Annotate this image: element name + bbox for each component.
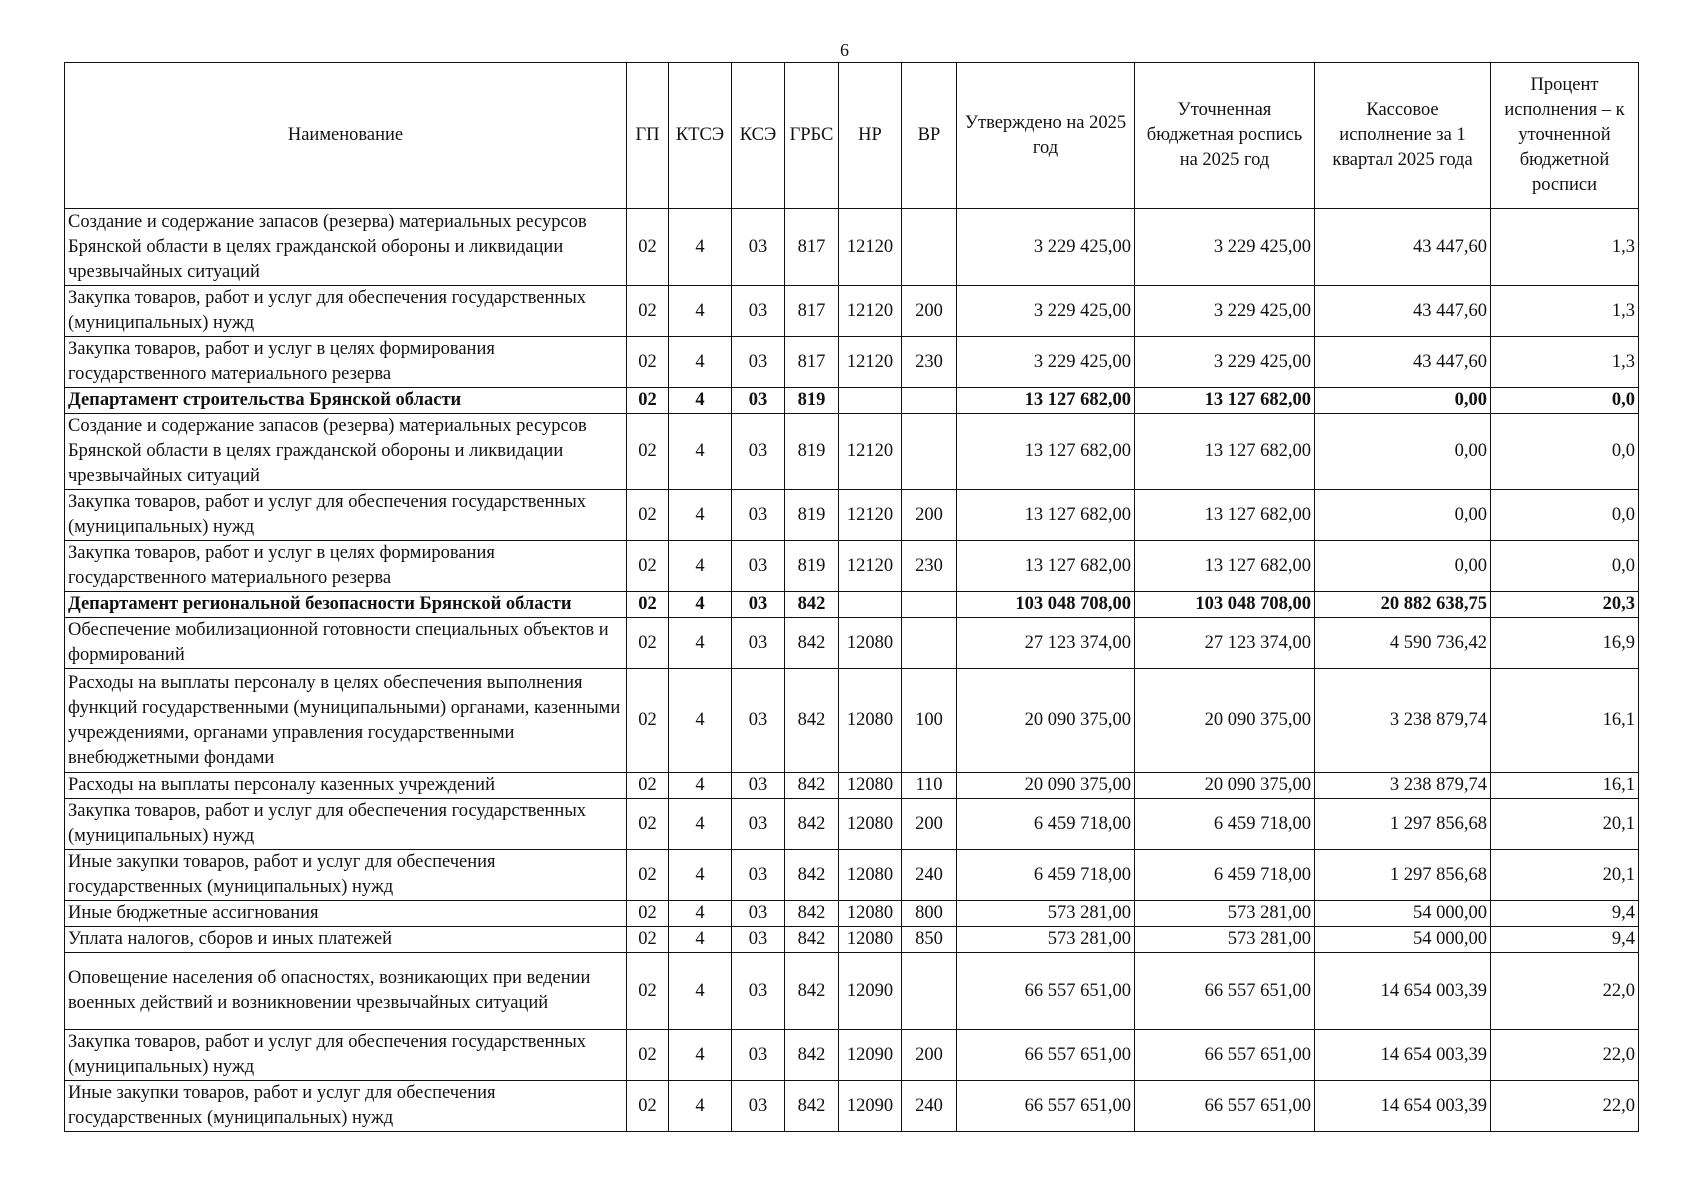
cell-name: Оповещение населения об опасностях, возникающих при ведении военных действий и возникновении чрезвычайных ситуаций [65,953,627,1030]
cell-approved: 6 459 718,00 [957,799,1135,850]
cell-grbs: 817 [785,209,839,286]
cell-ktse: 4 [669,618,732,669]
cell-nr: 12090 [839,1081,902,1132]
cell-name: Уплата налогов, сборов и иных платежей [65,927,627,953]
table-row [65,953,1639,1030]
cell-grbs: 842 [785,953,839,1030]
cell-gp: 02 [627,541,669,592]
cell-kse: 03 [732,541,785,592]
cell-nr: 12120 [839,209,902,286]
header-name: Наименование [65,63,627,209]
cell-name: Расходы на выплаты персоналу в целях обеспечения выполнения функций государственными (муниципальными) органами, казенными учреждениями, органами управления государственными внебюджетными фондами [65,669,627,773]
cell-gp: 02 [627,592,669,618]
cell-vr: 240 [902,1081,957,1132]
cell-cash: 14 654 003,39 [1315,953,1491,1030]
cell-name: Департамент региональной безопасности Брянской области [65,592,627,618]
cell-kse: 03 [732,618,785,669]
table-row [65,541,1639,592]
cell-name: Закупка товаров, работ и услуг для обеспечения государственных (муниципальных) нужд [65,1030,627,1081]
cell-approved: 66 557 651,00 [957,1030,1135,1081]
cell-grbs: 842 [785,799,839,850]
cell-gp: 02 [627,773,669,799]
cell-kse: 03 [732,337,785,388]
cell-vr [902,592,957,618]
cell-ktse: 4 [669,1030,732,1081]
cell-gp: 02 [627,618,669,669]
cell-ktse: 4 [669,927,732,953]
cell-gp: 02 [627,286,669,337]
cell-grbs: 819 [785,541,839,592]
cell-cash: 14 654 003,39 [1315,1081,1491,1132]
table-body [65,209,1639,1132]
cell-refined: 573 281,00 [1135,901,1315,927]
cell-refined: 6 459 718,00 [1135,850,1315,901]
cell-refined: 20 090 375,00 [1135,669,1315,773]
cell-approved: 66 557 651,00 [957,953,1135,1030]
cell-kse: 03 [732,592,785,618]
cell-name: Иные закупки товаров, работ и услуг для обеспечения государственных (муниципальных) нужд [65,850,627,901]
cell-percent: 16,1 [1491,669,1639,773]
header-vr: ВР [902,63,957,209]
table-row [65,927,1639,953]
cell-nr: 12080 [839,901,902,927]
table-row [65,337,1639,388]
cell-refined: 6 459 718,00 [1135,799,1315,850]
cell-kse: 03 [732,388,785,414]
cell-approved: 20 090 375,00 [957,773,1135,799]
cell-kse: 03 [732,209,785,286]
cell-grbs: 842 [785,773,839,799]
cell-ktse: 4 [669,209,732,286]
cell-ktse: 4 [669,953,732,1030]
cell-refined: 103 048 708,00 [1135,592,1315,618]
cell-kse: 03 [732,799,785,850]
cell-approved: 6 459 718,00 [957,850,1135,901]
cell-refined: 13 127 682,00 [1135,414,1315,490]
cell-percent: 9,4 [1491,927,1639,953]
cell-grbs: 842 [785,901,839,927]
cell-name: Расходы на выплаты персоналу казенных учреждений [65,773,627,799]
cell-refined: 66 557 651,00 [1135,953,1315,1030]
cell-gp: 02 [627,337,669,388]
cell-nr: 12080 [839,669,902,773]
cell-vr: 100 [902,669,957,773]
cell-gp: 02 [627,1081,669,1132]
cell-gp: 02 [627,799,669,850]
cell-vr [902,618,957,669]
budget-table [64,62,1639,1132]
cell-cash: 3 238 879,74 [1315,669,1491,773]
cell-grbs: 842 [785,1081,839,1132]
cell-vr [902,953,957,1030]
cell-grbs: 819 [785,490,839,541]
cell-cash: 20 882 638,75 [1315,592,1491,618]
cell-grbs: 842 [785,669,839,773]
cell-cash: 43 447,60 [1315,286,1491,337]
table-row [65,850,1639,901]
header-ktse: КТСЭ [669,63,732,209]
cell-gp: 02 [627,414,669,490]
cell-refined: 66 557 651,00 [1135,1081,1315,1132]
cell-nr: 12120 [839,414,902,490]
cell-name: Иные бюджетные ассигнования [65,901,627,927]
cell-cash: 0,00 [1315,541,1491,592]
cell-cash: 3 238 879,74 [1315,773,1491,799]
cell-grbs: 817 [785,337,839,388]
cell-gp: 02 [627,388,669,414]
cell-kse: 03 [732,1030,785,1081]
cell-percent: 20,1 [1491,850,1639,901]
cell-vr: 110 [902,773,957,799]
cell-approved: 103 048 708,00 [957,592,1135,618]
cell-cash: 54 000,00 [1315,901,1491,927]
cell-percent: 22,0 [1491,1030,1639,1081]
header-percent: Процент исполнения – к уточненной бюджетной росписи [1491,63,1639,209]
table-row [65,1030,1639,1081]
cell-kse: 03 [732,286,785,337]
cell-refined: 3 229 425,00 [1135,209,1315,286]
cell-ktse: 4 [669,901,732,927]
cell-cash: 43 447,60 [1315,209,1491,286]
cell-vr: 240 [902,850,957,901]
cell-gp: 02 [627,490,669,541]
cell-nr: 12090 [839,1030,902,1081]
cell-kse: 03 [732,1081,785,1132]
cell-nr: 12080 [839,850,902,901]
header-kse: КСЭ [732,63,785,209]
header-gp: ГП [627,63,669,209]
cell-percent: 0,0 [1491,541,1639,592]
cell-gp: 02 [627,850,669,901]
cell-percent: 16,1 [1491,773,1639,799]
cell-kse: 03 [732,901,785,927]
cell-name: Иные закупки товаров, работ и услуг для обеспечения государственных (муниципальных) нужд [65,1081,627,1132]
table-row [65,773,1639,799]
cell-gp: 02 [627,1030,669,1081]
cell-name: Закупка товаров, работ и услуг для обеспечения государственных (муниципальных) нужд [65,490,627,541]
cell-ktse: 4 [669,388,732,414]
cell-grbs: 842 [785,927,839,953]
cell-nr: 12080 [839,927,902,953]
cell-approved: 27 123 374,00 [957,618,1135,669]
cell-nr: 12080 [839,773,902,799]
cell-ktse: 4 [669,414,732,490]
table-row [65,388,1639,414]
cell-refined: 27 123 374,00 [1135,618,1315,669]
table-row [65,669,1639,773]
page-number: 6 [840,40,849,60]
cell-gp: 02 [627,901,669,927]
cell-percent: 22,0 [1491,1081,1639,1132]
cell-refined: 66 557 651,00 [1135,1030,1315,1081]
cell-kse: 03 [732,773,785,799]
cell-approved: 13 127 682,00 [957,388,1135,414]
cell-refined: 13 127 682,00 [1135,541,1315,592]
cell-approved: 20 090 375,00 [957,669,1135,773]
cell-grbs: 842 [785,1030,839,1081]
cell-approved: 13 127 682,00 [957,490,1135,541]
header-cash: Кассовое исполнение за 1 квартал 2025 года [1315,63,1491,209]
table-row [65,592,1639,618]
cell-ktse: 4 [669,541,732,592]
cell-ktse: 4 [669,1081,732,1132]
table-row [65,618,1639,669]
cell-vr: 200 [902,799,957,850]
cell-cash: 0,00 [1315,388,1491,414]
cell-cash: 0,00 [1315,490,1491,541]
cell-kse: 03 [732,414,785,490]
cell-ktse: 4 [669,799,732,850]
cell-vr: 230 [902,337,957,388]
cell-gp: 02 [627,669,669,773]
cell-nr: 12080 [839,618,902,669]
cell-ktse: 4 [669,286,732,337]
cell-percent: 22,0 [1491,953,1639,1030]
cell-name: Закупка товаров, работ и услуг для обеспечения государственных (муниципальных) нужд [65,286,627,337]
cell-vr: 850 [902,927,957,953]
cell-grbs: 842 [785,850,839,901]
cell-percent: 1,3 [1491,286,1639,337]
header-nr: НР [839,63,902,209]
cell-kse: 03 [732,850,785,901]
table-row [65,901,1639,927]
cell-kse: 03 [732,669,785,773]
cell-kse: 03 [732,927,785,953]
cell-cash: 4 590 736,42 [1315,618,1491,669]
table-row [65,1081,1639,1132]
cell-ktse: 4 [669,773,732,799]
cell-cash: 1 297 856,68 [1315,799,1491,850]
cell-vr: 200 [902,490,957,541]
cell-grbs: 819 [785,388,839,414]
cell-cash: 0,00 [1315,414,1491,490]
cell-vr [902,414,957,490]
cell-refined: 3 229 425,00 [1135,286,1315,337]
cell-nr [839,388,902,414]
cell-name: Закупка товаров, работ и услуг в целях формирования государственного материального резерва [65,337,627,388]
cell-grbs: 817 [785,286,839,337]
cell-grbs: 842 [785,592,839,618]
cell-percent: 16,9 [1491,618,1639,669]
cell-nr: 12120 [839,490,902,541]
cell-ktse: 4 [669,337,732,388]
header-grbs: ГРБС [785,63,839,209]
cell-vr: 200 [902,1030,957,1081]
cell-vr: 200 [902,286,957,337]
cell-percent: 0,0 [1491,414,1639,490]
cell-vr [902,388,957,414]
cell-approved: 13 127 682,00 [957,541,1135,592]
header-refined: Уточненная бюджетная роспись на 2025 год [1135,63,1315,209]
cell-nr [839,592,902,618]
cell-ktse: 4 [669,592,732,618]
cell-nr: 12120 [839,286,902,337]
cell-gp: 02 [627,209,669,286]
cell-approved: 66 557 651,00 [957,1081,1135,1132]
cell-approved: 573 281,00 [957,927,1135,953]
table-row [65,414,1639,490]
cell-refined: 20 090 375,00 [1135,773,1315,799]
cell-approved: 3 229 425,00 [957,209,1135,286]
cell-vr: 800 [902,901,957,927]
cell-grbs: 819 [785,414,839,490]
cell-ktse: 4 [669,850,732,901]
cell-percent: 0,0 [1491,490,1639,541]
cell-percent: 1,3 [1491,337,1639,388]
header-approved: Утверждено на 2025 год [957,63,1135,209]
cell-name: Департамент строительства Брянской области [65,388,627,414]
cell-nr: 12090 [839,953,902,1030]
cell-vr: 230 [902,541,957,592]
cell-gp: 02 [627,927,669,953]
cell-approved: 3 229 425,00 [957,337,1135,388]
cell-approved: 3 229 425,00 [957,286,1135,337]
table-row [65,490,1639,541]
cell-nr: 12080 [839,799,902,850]
cell-approved: 573 281,00 [957,901,1135,927]
cell-grbs: 842 [785,618,839,669]
cell-name: Обеспечение мобилизационной готовности специальных объектов и формирований [65,618,627,669]
cell-refined: 13 127 682,00 [1135,388,1315,414]
cell-percent: 0,0 [1491,388,1639,414]
cell-nr: 12120 [839,337,902,388]
cell-kse: 03 [732,953,785,1030]
cell-percent: 20,1 [1491,799,1639,850]
cell-cash: 1 297 856,68 [1315,850,1491,901]
cell-name: Создание и содержание запасов (резерва) материальных ресурсов Брянской области в целях гражданской обороны и ликвидации чрезвычайных ситуаций [65,414,627,490]
cell-cash: 43 447,60 [1315,337,1491,388]
cell-name: Создание и содержание запасов (резерва) материальных ресурсов Брянской области в целях гражданской обороны и ликвидации чрезвычайных ситуаций [65,209,627,286]
table-row [65,799,1639,850]
cell-percent: 9,4 [1491,901,1639,927]
cell-ktse: 4 [669,490,732,541]
table-row [65,209,1639,286]
cell-nr: 12120 [839,541,902,592]
cell-cash: 14 654 003,39 [1315,1030,1491,1081]
cell-vr [902,209,957,286]
cell-cash: 54 000,00 [1315,927,1491,953]
table-header-row [65,63,1639,209]
cell-ktse: 4 [669,669,732,773]
cell-refined: 573 281,00 [1135,927,1315,953]
cell-percent: 1,3 [1491,209,1639,286]
cell-percent: 20,3 [1491,592,1639,618]
cell-gp: 02 [627,953,669,1030]
cell-refined: 13 127 682,00 [1135,490,1315,541]
cell-name: Закупка товаров, работ и услуг в целях формирования государственного материального резерва [65,541,627,592]
table-row [65,286,1639,337]
cell-kse: 03 [732,490,785,541]
cell-refined: 3 229 425,00 [1135,337,1315,388]
cell-approved: 13 127 682,00 [957,414,1135,490]
cell-name: Закупка товаров, работ и услуг для обеспечения государственных (муниципальных) нужд [65,799,627,850]
